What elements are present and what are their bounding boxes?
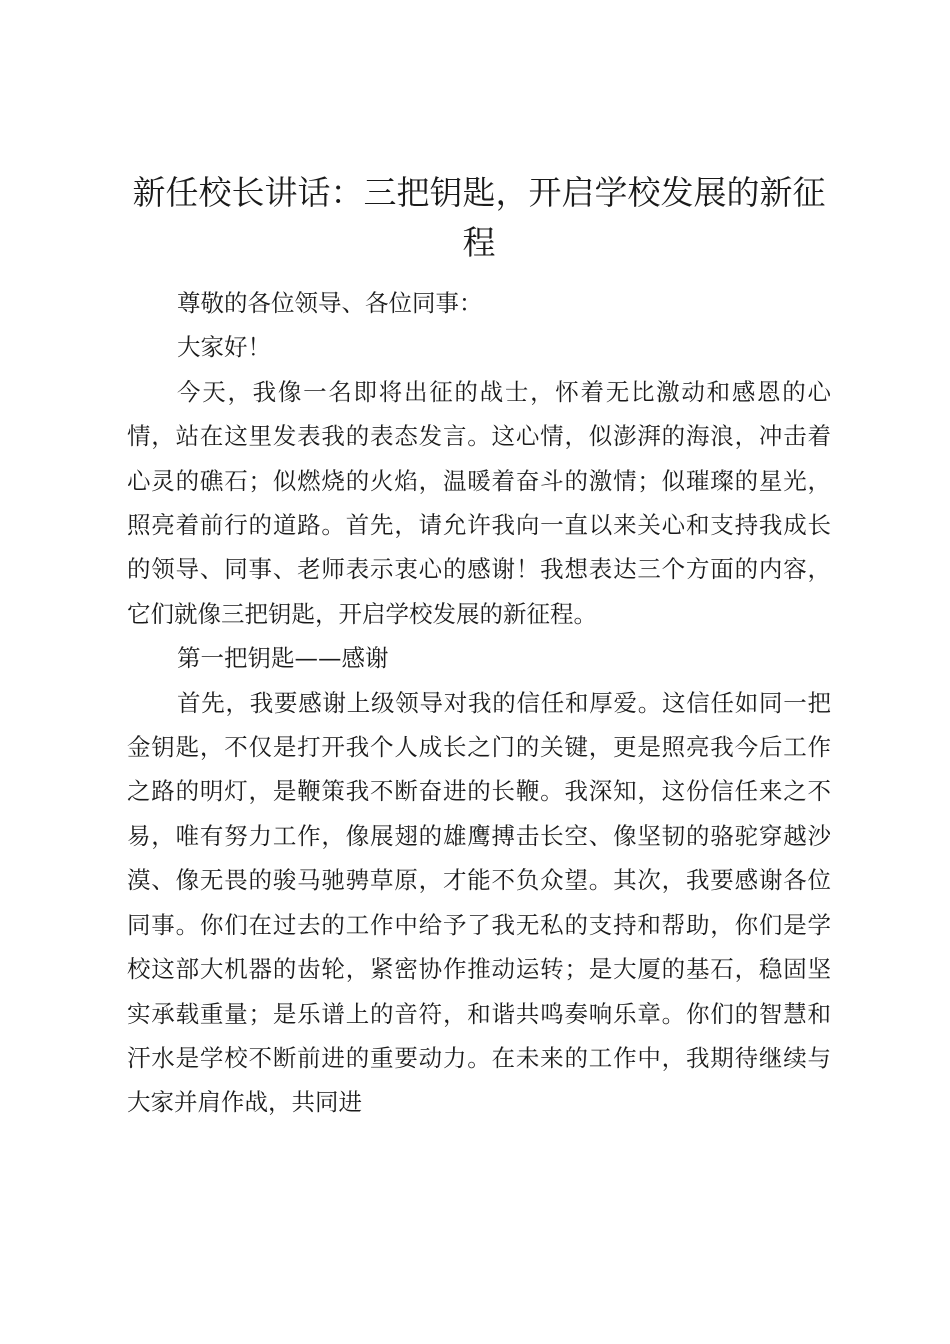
thanks-paragraph: 首先，我要感谢上级领导对我的信任和厚爱。这信任如同一把金钥匙，不仅是打开我个人成长之门的关键，更是照亮我今后工作之路的明灯，是鞭策我不断奋进的长鞭。我深知，这份信任来之不易，唯有努力工作，像展翅的雄鹰搏击长空、像坚韧的骆驼穿越沙漠、像无畏的骏马驰骋草原，才能不负众望。其次，我要感谢各位同事。你们在过去的工作中给予了我无私的支持和帮助，你们是学校这部大机器的齿轮，紧密协作推动运转；是大厦的基石，稳固坚实承载重量；是乐谱上的音符，和谐共鸣奏响乐章。你们的智慧和汗水是学校不断前进的重要动力。在未来的工作中，我期待继续与大家并肩作战，共同进 [127, 688, 831, 1117]
salutation: 尊敬的各位领导、各位同事： [177, 289, 483, 317]
section-heading-first-key: 第一把钥匙——感谢 [177, 644, 389, 673]
intro-paragraph: 今天，我像一名即将出征的战士，怀着无比激动和感恩的心情，站在这里发表我的表态发言。这心情，似澎湃的海浪，冲击着心灵的礁石；似燃烧的火焰，温暖着奋斗的激情；似璀璨的星光，照亮着前行的道路。首先，请允许我向一直以来关心和支持我成长的领导、同事、老师表示衷心的感谢！我想表达三个方面的内容，它们就像三把钥匙，开启学校发展的新征程。 [127, 377, 831, 628]
document-body [127, 168, 831, 1125]
document-title: 新任校长讲话：三把钥匙，开启学校发展的新征程 [132, 173, 826, 262]
greeting: 大家好！ [177, 333, 271, 362]
